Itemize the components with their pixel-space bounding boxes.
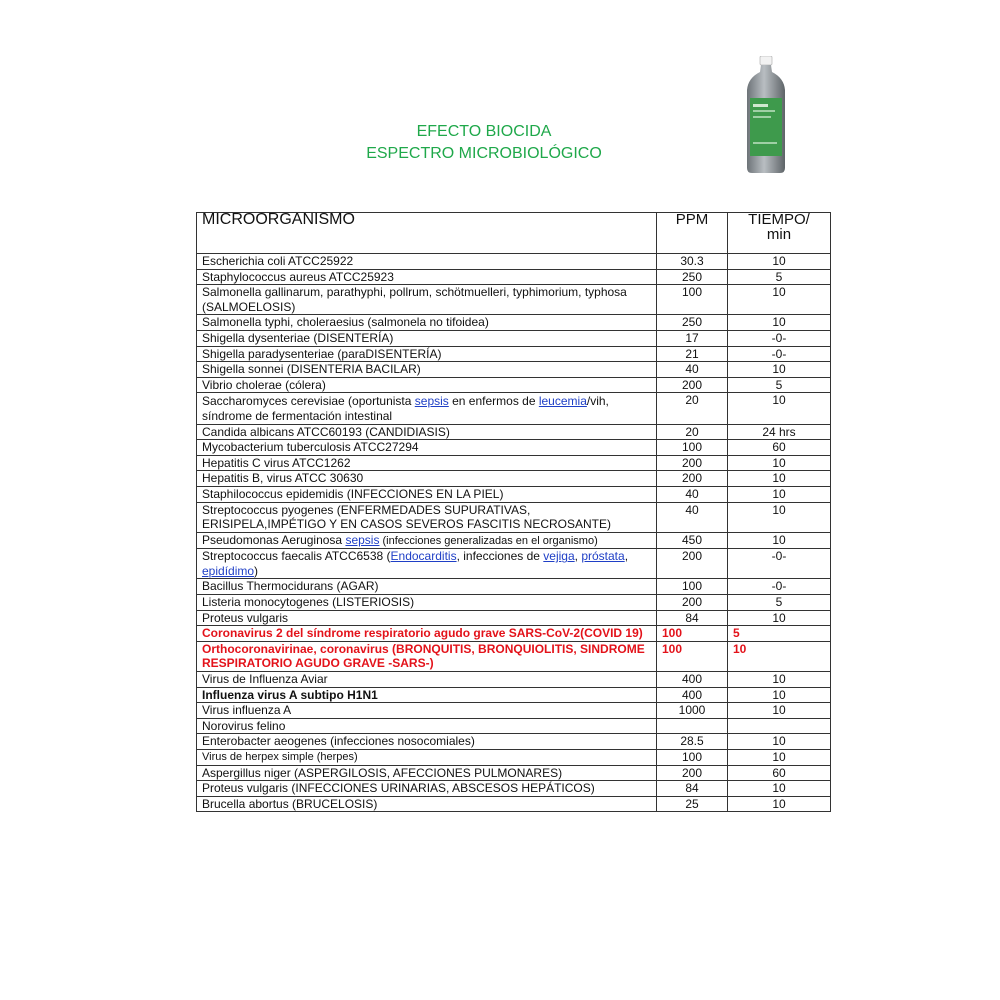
- time-cell: 5: [728, 377, 831, 393]
- table-row: [197, 502, 831, 532]
- organism-cell: Norovirus felino: [197, 718, 657, 734]
- ppm-cell: 200: [657, 549, 728, 579]
- ppm-cell: 20: [657, 393, 728, 424]
- table-row: [197, 750, 831, 766]
- ppm-cell: 40: [657, 486, 728, 502]
- ppm-cell: 21: [657, 346, 728, 362]
- table-row: [197, 532, 831, 549]
- organism-cell: [197, 532, 657, 549]
- time-cell: 10: [728, 610, 831, 626]
- organism-cell: Orthocoronavirinae, coronavirus (BRONQUITIS, BRONQUIOLITIS, SINDROME RESPIRATORIO AGUDO GRAVE -SARS-): [197, 641, 657, 671]
- organism-cell: Shigella paradysenteriae (paraDISENTERÍA): [197, 346, 657, 362]
- ppm-cell: 200: [657, 765, 728, 781]
- ppm-cell: 100: [657, 579, 728, 595]
- ppm-cell: 400: [657, 687, 728, 703]
- time-cell: 10: [728, 254, 831, 270]
- organism-cell: Listeria monocytogenes (LISTERIOSIS): [197, 595, 657, 611]
- time-cell: 10: [728, 315, 831, 331]
- biocide-spectrum-table: [196, 212, 831, 812]
- organism-cell: [197, 549, 657, 579]
- header-time-line-2: min: [766, 225, 792, 243]
- ppm-cell: 20: [657, 424, 728, 440]
- organism-cell: Virus influenza A: [197, 703, 657, 719]
- time-cell: 10: [728, 362, 831, 378]
- time-cell: -0-: [728, 330, 831, 346]
- table-row: [197, 393, 831, 424]
- organism-cell: Proteus vulgaris: [197, 610, 657, 626]
- organism-cell: Influenza virus A subtipo H1N1: [197, 687, 657, 703]
- header-organism: MICROORGANISMO: [197, 213, 657, 254]
- time-cell: 24 hrs: [728, 424, 831, 440]
- header-time: [728, 213, 831, 254]
- table-row-highlight: [197, 626, 831, 642]
- ppm-cell: 17: [657, 330, 728, 346]
- title-line-2: ESPECTRO MICROBIOLÓGICO: [366, 145, 602, 162]
- organism-cell: Virus de herpex simple (herpes): [197, 750, 657, 766]
- table-row: [197, 703, 831, 719]
- time-cell: -0-: [728, 579, 831, 595]
- organism-cell: Shigella dysenteriae (DISENTERÍA): [197, 330, 657, 346]
- ppm-cell: 200: [657, 455, 728, 471]
- organism-cell: Salmonella gallinarum, parathyphi, pollrum, schötmuelleri, typhimorium, typhosa (SALMOELOSIS): [197, 285, 657, 315]
- time-cell: 10: [728, 502, 831, 532]
- epididimo-link[interactable]: epidídimo: [202, 563, 255, 578]
- organism-cell: Mycobacterium tuberculosis ATCC27294: [197, 440, 657, 456]
- table-row: [197, 765, 831, 781]
- ppm-cell: 28.5: [657, 734, 728, 750]
- time-cell: 10: [728, 781, 831, 797]
- table-row: [197, 718, 831, 734]
- organism-cell: Vibrio cholerae (cólera): [197, 377, 657, 393]
- ppm-cell: 200: [657, 595, 728, 611]
- sepsis-link[interactable]: sepsis: [414, 394, 449, 409]
- ppm-cell: 100: [657, 641, 728, 671]
- ppm-cell: 100: [657, 285, 728, 315]
- table-row: [197, 330, 831, 346]
- table-row: [197, 579, 831, 595]
- organism-text: ,: [624, 549, 629, 564]
- time-cell: 60: [728, 440, 831, 456]
- time-cell: 10: [728, 471, 831, 487]
- organism-cell: Shigella sonnei (DISENTERIA BACILAR): [197, 362, 657, 378]
- time-cell: 10: [728, 796, 831, 812]
- header-ppm: PPM: [657, 213, 728, 254]
- organism-cell: Aspergillus niger (ASPERGILOSIS, AFECCIONES PULMONARES): [197, 765, 657, 781]
- time-cell: 5: [728, 626, 831, 642]
- time-cell: 10: [728, 734, 831, 750]
- ppm-cell: 25: [657, 796, 728, 812]
- table-row: [197, 315, 831, 331]
- table-row: [197, 549, 831, 579]
- leucemia-link[interactable]: leucemia: [538, 394, 587, 409]
- table-row: [197, 486, 831, 502]
- table-row: [197, 672, 831, 688]
- ppm-cell: [657, 718, 728, 734]
- organism-cell: Virus de Influenza Aviar: [197, 672, 657, 688]
- organism-cell: Escherichia coli ATCC25922: [197, 254, 657, 270]
- organism-cell: Streptococcus pyogenes (ENFERMEDADES SUPURATIVAS, ERISIPELA,IMPÉTIGO Y EN CASOS SEVEROS FASCITIS NECROSANTE): [197, 502, 657, 532]
- organism-text: Saccharomyces cerevisiae (oportunista: [202, 394, 415, 409]
- table-row: [197, 377, 831, 393]
- ppm-cell: 40: [657, 502, 728, 532]
- ppm-cell: 250: [657, 269, 728, 285]
- table-row: [197, 285, 831, 315]
- table-row: [197, 254, 831, 270]
- organism-text: en enfermos de: [448, 394, 539, 409]
- vejiga-link[interactable]: vejiga: [543, 549, 575, 564]
- title-line-1: EFECTO BIOCIDA: [416, 123, 552, 140]
- table-row: [197, 346, 831, 362]
- table-row: [197, 424, 831, 440]
- ppm-cell: 100: [657, 750, 728, 766]
- time-cell: [728, 718, 831, 734]
- time-cell: 10: [728, 532, 831, 549]
- time-cell: 10: [728, 641, 831, 671]
- table-row: [197, 595, 831, 611]
- table-row: [197, 734, 831, 750]
- organism-text: ,: [574, 549, 582, 564]
- time-cell: 60: [728, 765, 831, 781]
- organism-cell: Brucella abortus (BRUCELOSIS): [197, 796, 657, 812]
- time-cell: -0-: [728, 346, 831, 362]
- document-title: [300, 121, 668, 165]
- table-row-highlight: [197, 641, 831, 671]
- time-cell: 10: [728, 687, 831, 703]
- time-cell: -0-: [728, 549, 831, 579]
- product-bottle-image: [743, 56, 789, 174]
- ppm-cell: 450: [657, 532, 728, 549]
- sepsis-link[interactable]: sepsis: [345, 532, 380, 547]
- table-header-row: [197, 213, 831, 254]
- ppm-cell: 1000: [657, 703, 728, 719]
- ppm-cell: 250: [657, 315, 728, 331]
- time-cell: 10: [728, 750, 831, 766]
- time-cell: 10: [728, 393, 831, 424]
- organism-text: /vih, síndrome de fermentación intestinal: [202, 394, 609, 423]
- organism-cell: Staphilococcus epidemidis (INFECCIONES EN LA PIEL): [197, 486, 657, 502]
- table-row: [197, 471, 831, 487]
- table-row: [197, 362, 831, 378]
- ppm-cell: 100: [657, 440, 728, 456]
- time-cell: 10: [728, 455, 831, 471]
- organism-cell: Staphylococcus aureus ATCC25923: [197, 269, 657, 285]
- organism-text: Streptococcus faecalis ATCC6538 (: [202, 549, 391, 564]
- table-row: [197, 610, 831, 626]
- ppm-cell: 84: [657, 781, 728, 797]
- ppm-cell: 400: [657, 672, 728, 688]
- endocarditis-link[interactable]: Endocarditis: [390, 549, 457, 564]
- organism-cell: Hepatitis B, virus ATCC 30630: [197, 471, 657, 487]
- organism-cell: Candida albicans ATCC60193 (CANDIDIASIS): [197, 424, 657, 440]
- ppm-cell: 100: [657, 626, 728, 642]
- ppm-cell: 84: [657, 610, 728, 626]
- organism-cell: Proteus vulgaris (INFECCIONES URINARIAS, ABSCESOS HEPÁTICOS): [197, 781, 657, 797]
- prostata-link[interactable]: próstata: [581, 549, 625, 564]
- time-cell: 10: [728, 285, 831, 315]
- ppm-cell: 30.3: [657, 254, 728, 270]
- table-row: [197, 269, 831, 285]
- time-cell: 10: [728, 703, 831, 719]
- ppm-cell: 40: [657, 362, 728, 378]
- organism-cell: Bacillus Thermocidurans (AGAR): [197, 579, 657, 595]
- organism-text: Pseudomonas Aeruginosa: [202, 532, 346, 547]
- table-row: [197, 440, 831, 456]
- organism-cell: Coronavirus 2 del síndrome respiratorio agudo grave SARS-CoV-2(COVID 19): [197, 626, 657, 642]
- ppm-cell: 200: [657, 377, 728, 393]
- time-cell: 5: [728, 595, 831, 611]
- organism-cell: Enterobacter aeogenes (infecciones nosocomiales): [197, 734, 657, 750]
- table-row: [197, 687, 831, 703]
- organism-cell: [197, 393, 657, 424]
- organism-cell: Salmonella typhi, choleraesius (salmonela no tifoidea): [197, 315, 657, 331]
- time-cell: 5: [728, 269, 831, 285]
- organism-text: (infecciones generalizadas en el organismo): [379, 534, 598, 547]
- ppm-cell: 200: [657, 471, 728, 487]
- header-time-line-1: TIEMPO/: [748, 211, 810, 228]
- organism-text: , infecciones de: [456, 549, 544, 564]
- time-cell: 10: [728, 672, 831, 688]
- table-row: [197, 455, 831, 471]
- table-row: [197, 781, 831, 797]
- organism-text: ): [254, 563, 259, 578]
- time-cell: 10: [728, 486, 831, 502]
- organism-cell: Hepatitis C virus ATCC1262: [197, 455, 657, 471]
- table-row: [197, 796, 831, 812]
